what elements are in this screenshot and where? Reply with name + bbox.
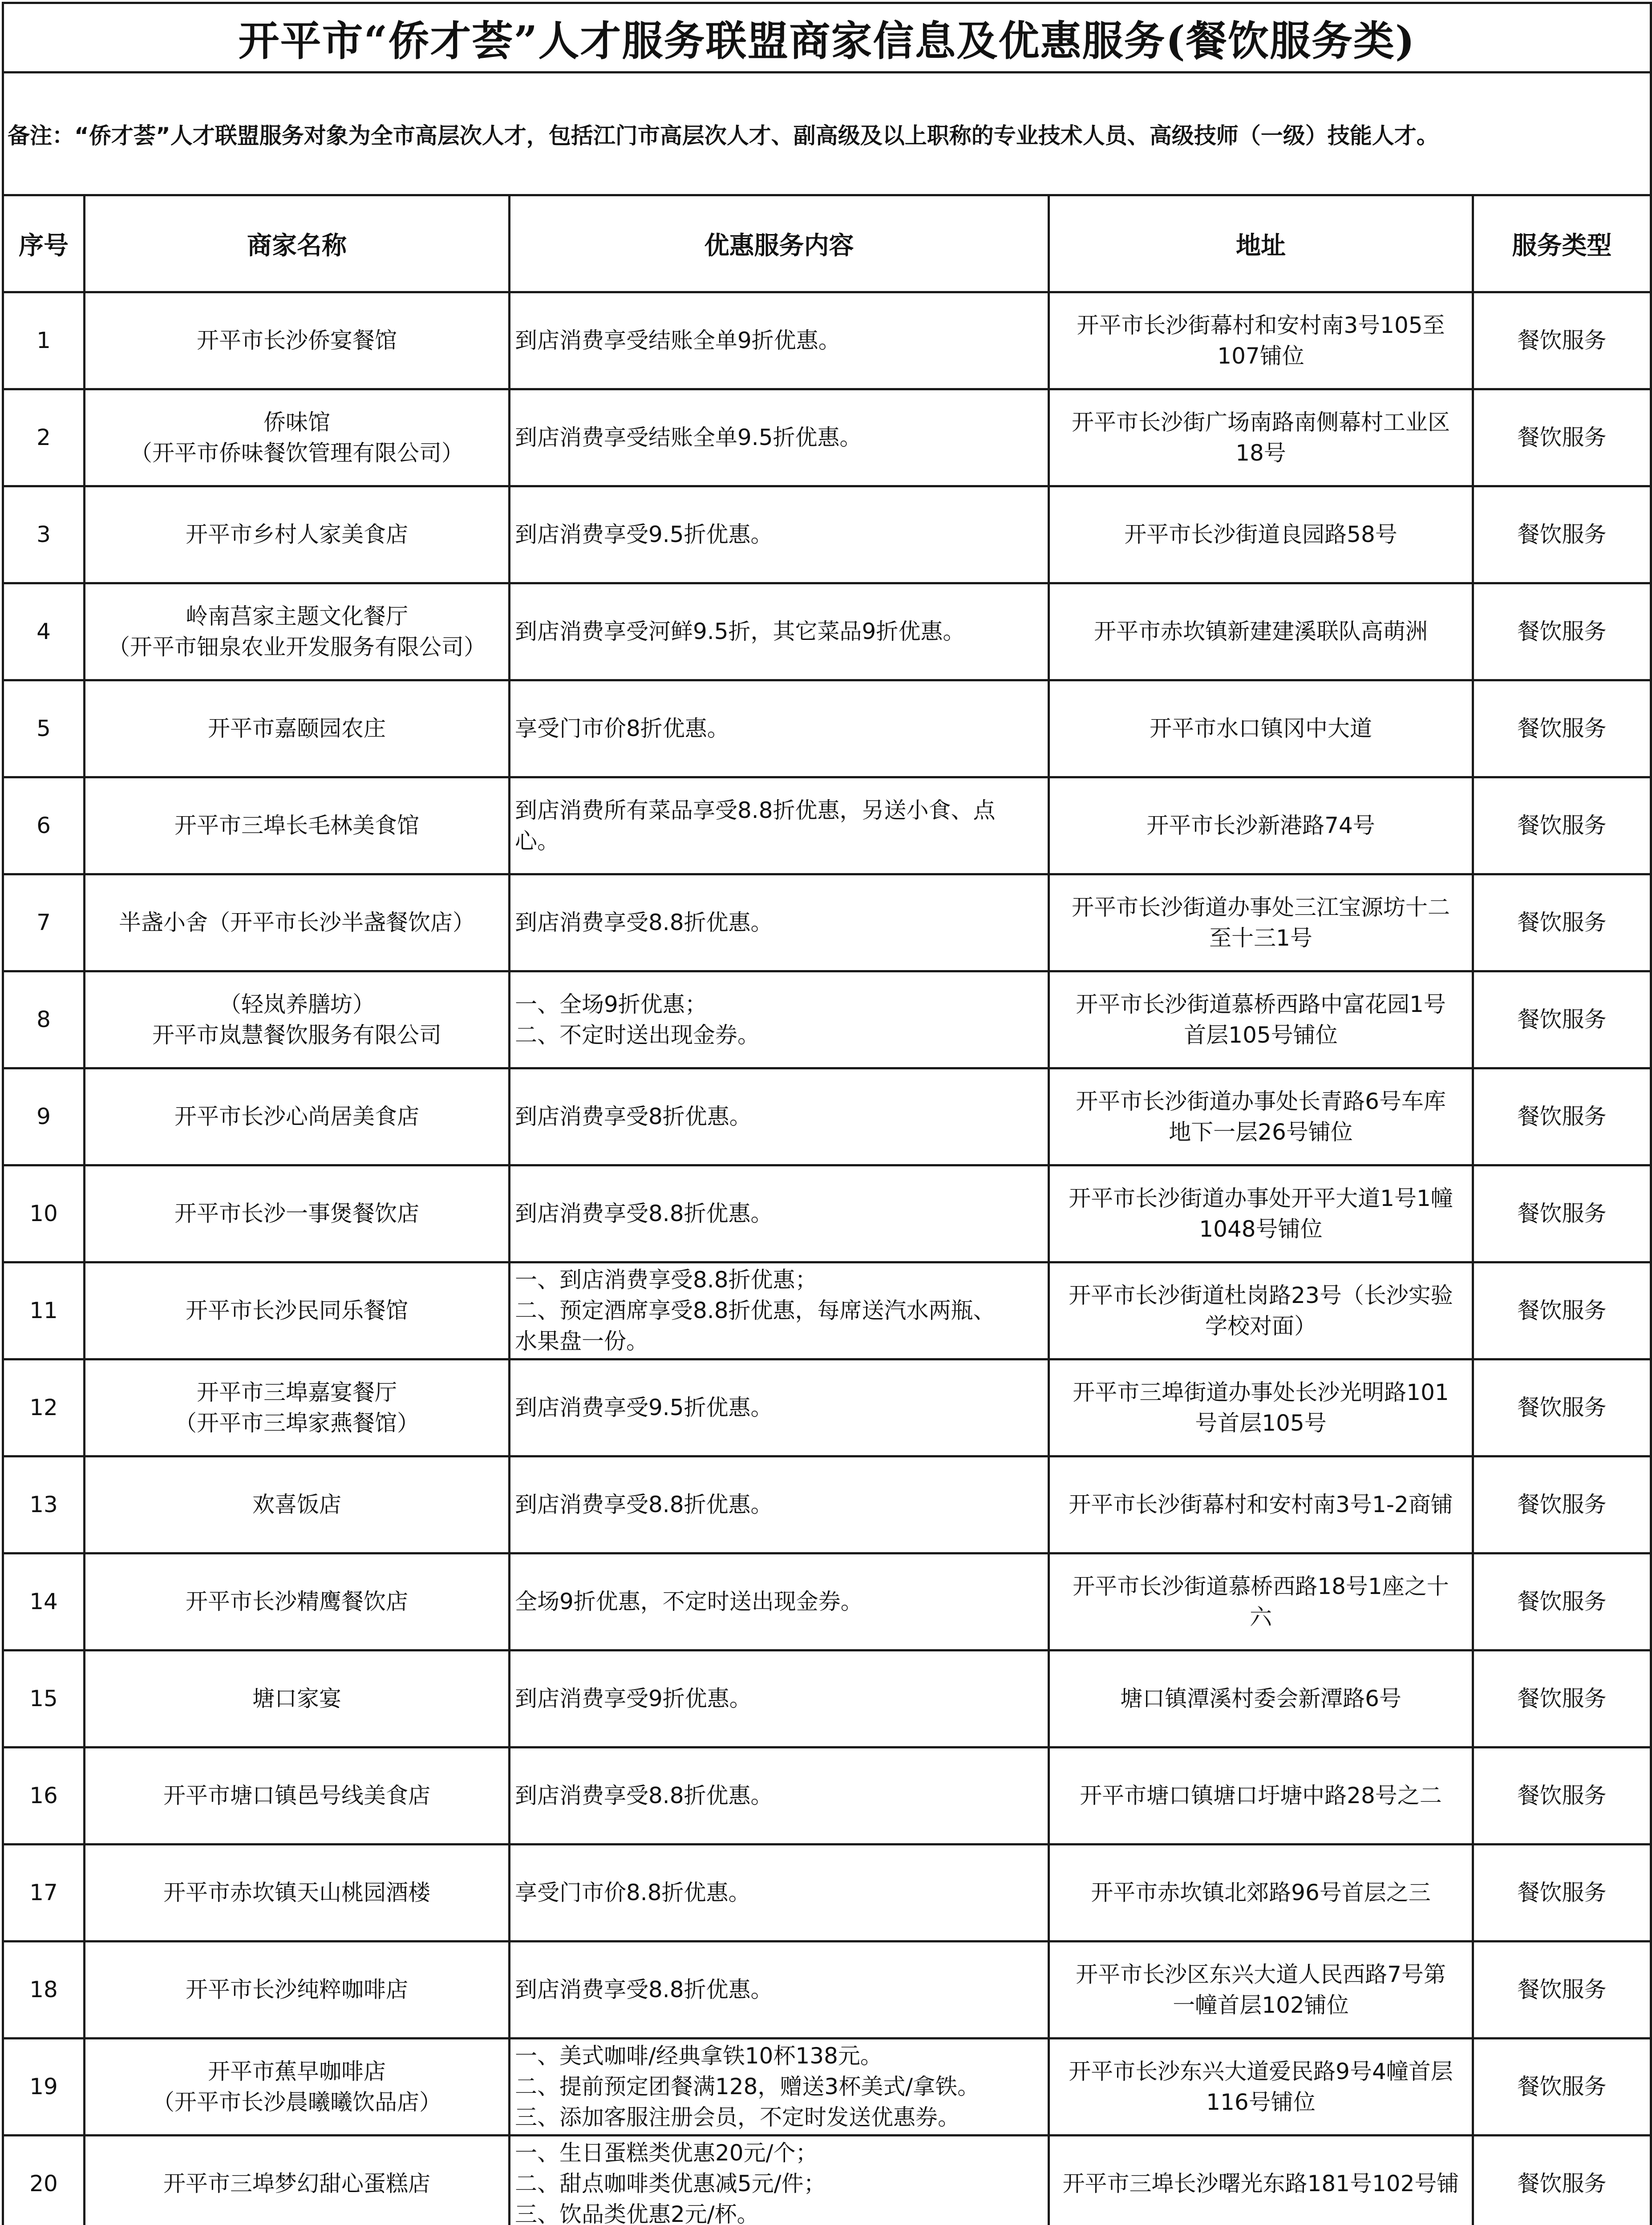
offer-content bbox=[510, 1262, 1049, 1359]
merchant-name bbox=[85, 1262, 510, 1359]
row-index: 10 bbox=[3, 1165, 85, 1262]
address-line: 开平市长沙东兴大道爱民路9号4幢首层 bbox=[1069, 2058, 1453, 2084]
merchant-name bbox=[85, 486, 510, 583]
address-line: 18号 bbox=[1235, 440, 1286, 466]
offer-content-line: 到店消费享受8.8折优惠。 bbox=[515, 1492, 773, 1517]
offer-content-line: 二、不定时送出现金券。 bbox=[515, 1022, 760, 1048]
offer-content bbox=[510, 583, 1049, 680]
row-index: 20 bbox=[3, 2136, 85, 2225]
address-line: 开平市赤坎镇北郊路96号首层之三 bbox=[1091, 1880, 1431, 1905]
merchant-address bbox=[1049, 1748, 1473, 1845]
row-index: 11 bbox=[3, 1262, 85, 1359]
address-line: 一幢首层102铺位 bbox=[1173, 1992, 1349, 2018]
table-row bbox=[3, 1748, 1651, 1845]
address-line: 开平市长沙街广场南路南侧幕村工业区 bbox=[1072, 409, 1450, 435]
offer-content-line: 水果盘一份。 bbox=[515, 1328, 648, 1354]
offer-content-line: 一、美式咖啡/经典拿铁10杯138元。 bbox=[515, 2043, 883, 2069]
offer-content bbox=[510, 971, 1049, 1068]
merchant-table bbox=[2, 2, 1652, 2225]
merchant-name-line: 岭南莒家主题文化餐厅 bbox=[186, 603, 408, 629]
service-type: 餐饮服务 bbox=[1473, 2039, 1651, 2136]
service-type: 餐饮服务 bbox=[1473, 1942, 1651, 2039]
merchant-address bbox=[1049, 1262, 1473, 1359]
row-index: 2 bbox=[3, 389, 85, 486]
merchant-name bbox=[85, 292, 510, 389]
row-index: 9 bbox=[3, 1068, 85, 1165]
merchant-name-line: 侨味馆 bbox=[263, 409, 330, 435]
offer-content-line: 到店消费享受8.8折优惠。 bbox=[515, 1783, 773, 1808]
offer-content-line: 到店消费享受8.8折优惠。 bbox=[515, 1977, 773, 2002]
table-row bbox=[3, 1845, 1651, 1942]
offer-content-line: 全场9折优惠，不定时送出现金券。 bbox=[515, 1589, 863, 1614]
row-index: 12 bbox=[3, 1359, 85, 1456]
row-index: 13 bbox=[3, 1456, 85, 1553]
service-type: 餐饮服务 bbox=[1473, 1748, 1651, 1845]
address-line: 开平市三埠街道办事处长沙光明路101 bbox=[1073, 1379, 1449, 1405]
merchant-name-line: （轻岚养膳坊） bbox=[219, 991, 375, 1017]
table-row bbox=[3, 292, 1651, 389]
service-type: 餐饮服务 bbox=[1473, 874, 1651, 971]
offer-content bbox=[510, 1165, 1049, 1262]
merchant-name bbox=[85, 1068, 510, 1165]
header-merchant-name: 商家名称 bbox=[85, 195, 510, 292]
merchant-address bbox=[1049, 971, 1473, 1068]
offer-content bbox=[510, 486, 1049, 583]
table-row bbox=[3, 1068, 1651, 1165]
merchant-name-line: 开平市塘口镇邑号线美食店 bbox=[163, 1783, 430, 1808]
merchant-address bbox=[1049, 2136, 1473, 2225]
merchant-address bbox=[1049, 874, 1473, 971]
merchant-name-line: 开平市长沙民同乐餐馆 bbox=[186, 1298, 408, 1323]
service-type: 餐饮服务 bbox=[1473, 777, 1651, 874]
header-index: 序号 bbox=[3, 195, 85, 292]
offer-content-line: 三、饮品类优惠2元/杯。 bbox=[515, 2201, 759, 2225]
service-type: 餐饮服务 bbox=[1473, 1165, 1651, 1262]
merchant-address bbox=[1049, 389, 1473, 486]
address-line: 开平市长沙街幕村和安村南3号105至 bbox=[1077, 312, 1445, 338]
table-row bbox=[3, 2039, 1651, 2136]
header-offer-content: 优惠服务内容 bbox=[510, 195, 1049, 292]
merchant-name-line: 开平市三埠长毛林美食馆 bbox=[174, 813, 419, 838]
offer-content bbox=[510, 777, 1049, 874]
merchant-name-line: 开平市长沙一事煲餐饮店 bbox=[174, 1201, 419, 1226]
merchant-name-line: 塘口家宴 bbox=[252, 1686, 341, 1711]
merchant-address bbox=[1049, 1359, 1473, 1456]
offer-content bbox=[510, 2136, 1049, 2225]
offer-content bbox=[510, 1553, 1049, 1651]
merchant-name bbox=[85, 583, 510, 680]
address-line: 开平市长沙街道杜岗路23号（长沙实验 bbox=[1069, 1282, 1453, 1308]
address-line: 开平市长沙区东兴大道人民西路7号第 bbox=[1076, 1961, 1446, 1987]
row-index: 1 bbox=[3, 292, 85, 389]
address-line: 开平市长沙街道办事处三江宝源坊十二 bbox=[1072, 894, 1450, 920]
merchant-name-line: 开平市三埠嘉宴餐厅 bbox=[197, 1379, 397, 1405]
page-title: 开平市“侨才荟”人才服务联盟商家信息及优惠服务(餐饮服务类) bbox=[3, 3, 1651, 73]
merchant-name-line: 开平市乡村人家美食店 bbox=[186, 522, 408, 547]
service-type: 餐饮服务 bbox=[1473, 583, 1651, 680]
title-row bbox=[3, 3, 1651, 73]
row-index: 17 bbox=[3, 1845, 85, 1942]
merchant-name-line: 开平市三埠梦幻甜心蛋糕店 bbox=[163, 2171, 430, 2197]
table-row bbox=[3, 1165, 1651, 1262]
merchant-name bbox=[85, 2039, 510, 2136]
offer-content-line: 一、全场9折优惠； bbox=[515, 991, 707, 1017]
merchant-name bbox=[85, 1456, 510, 1553]
table-row bbox=[3, 777, 1651, 874]
row-index: 4 bbox=[3, 583, 85, 680]
header-service-type: 服务类型 bbox=[1473, 195, 1651, 292]
row-index: 3 bbox=[3, 486, 85, 583]
offer-content-line: 二、提前预定团餐满128，赠送3杯美式/拿铁。 bbox=[515, 2074, 980, 2100]
merchant-name bbox=[85, 1165, 510, 1262]
service-type: 餐饮服务 bbox=[1473, 680, 1651, 777]
service-type: 餐饮服务 bbox=[1473, 1845, 1651, 1942]
merchant-name-line: 开平市赤坎镇天山桃园酒楼 bbox=[163, 1880, 430, 1905]
table-row bbox=[3, 1651, 1651, 1748]
offer-content bbox=[510, 680, 1049, 777]
note-row bbox=[3, 73, 1651, 195]
offer-content-line: 心。 bbox=[515, 828, 559, 854]
table-row bbox=[3, 583, 1651, 680]
offer-content-line: 到店消费享受9.5折优惠。 bbox=[515, 1395, 773, 1420]
table-row bbox=[3, 1456, 1651, 1553]
merchant-name-line: 开平市岚慧餐饮服务有限公司 bbox=[152, 1022, 441, 1048]
row-index: 16 bbox=[3, 1748, 85, 1845]
address-line: 107铺位 bbox=[1217, 343, 1304, 369]
address-line: 地下一层26号铺位 bbox=[1169, 1119, 1353, 1145]
address-line: 开平市长沙街道慕桥西路18号1座之十 bbox=[1073, 1573, 1449, 1599]
merchant-name-line: （开平市侨味餐饮管理有限公司） bbox=[130, 440, 464, 466]
merchant-name bbox=[85, 1359, 510, 1456]
merchant-name-line: 开平市长沙纯粹咖啡店 bbox=[186, 1977, 408, 2002]
merchant-address bbox=[1049, 1845, 1473, 1942]
address-line: 开平市赤坎镇新建建溪联队高萌洲 bbox=[1094, 619, 1428, 644]
header-address: 地址 bbox=[1049, 195, 1473, 292]
merchant-address bbox=[1049, 1553, 1473, 1651]
address-line: 塘口镇潭溪村委会新潭路6号 bbox=[1120, 1686, 1401, 1711]
merchant-address bbox=[1049, 680, 1473, 777]
row-index: 19 bbox=[3, 2039, 85, 2136]
offer-content-line: 到店消费享受8折优惠。 bbox=[515, 1104, 752, 1129]
offer-content bbox=[510, 1359, 1049, 1456]
offer-content bbox=[510, 874, 1049, 971]
table-row bbox=[3, 1553, 1651, 1651]
service-type: 餐饮服务 bbox=[1473, 1456, 1651, 1553]
merchant-name-line: （开平市钿泉农业开发服务有限公司） bbox=[108, 634, 486, 660]
merchant-name bbox=[85, 971, 510, 1068]
merchant-name-line: 开平市蕉早咖啡店 bbox=[208, 2058, 386, 2084]
merchant-name-line: （开平市长沙晨曦曦饮品店） bbox=[152, 2089, 441, 2115]
address-line: 至十三1号 bbox=[1209, 925, 1312, 951]
merchant-name-line: 开平市长沙精鹰餐饮店 bbox=[186, 1589, 408, 1614]
service-type: 餐饮服务 bbox=[1473, 971, 1651, 1068]
merchant-name-line: 开平市嘉颐园农庄 bbox=[208, 716, 386, 741]
table-row bbox=[3, 680, 1651, 777]
table-row bbox=[3, 389, 1651, 486]
merchant-name-line: 半盏小舍（开平市长沙半盏餐饮店） bbox=[119, 910, 475, 935]
offer-content-line: 二、预定酒席享受8.8折优惠，每席送汽水两瓶、 bbox=[515, 1298, 996, 1323]
offer-content bbox=[510, 1942, 1049, 2039]
merchant-name-line: 欢喜饭店 bbox=[252, 1492, 341, 1517]
address-line: 开平市长沙街道办事处开平大道1号1幢 bbox=[1069, 1185, 1453, 1211]
address-line: 1048号铺位 bbox=[1199, 1216, 1323, 1242]
service-type: 餐饮服务 bbox=[1473, 1553, 1651, 1651]
offer-content bbox=[510, 1068, 1049, 1165]
offer-content bbox=[510, 292, 1049, 389]
address-line: 首层105号铺位 bbox=[1184, 1022, 1338, 1048]
offer-content-line: 二、甜点咖啡类优惠减5元/件； bbox=[515, 2171, 826, 2197]
merchant-address bbox=[1049, 1068, 1473, 1165]
offer-content-line: 享受门市价8.8折优惠。 bbox=[515, 1880, 751, 1905]
merchant-address bbox=[1049, 1456, 1473, 1553]
service-type: 餐饮服务 bbox=[1473, 1359, 1651, 1456]
address-line: 号首层105号 bbox=[1195, 1410, 1327, 1436]
address-line: 开平市塘口镇塘口圩塘中路28号之二 bbox=[1080, 1783, 1442, 1808]
offer-content-line: 到店消费享受9.5折优惠。 bbox=[515, 522, 773, 547]
row-index: 7 bbox=[3, 874, 85, 971]
table-row bbox=[3, 1359, 1651, 1456]
offer-content-line: 一、到店消费享受8.8折优惠； bbox=[515, 1267, 818, 1293]
service-type: 餐饮服务 bbox=[1473, 389, 1651, 486]
merchant-address bbox=[1049, 583, 1473, 680]
merchant-name-line: 开平市长沙心尚居美食店 bbox=[174, 1104, 419, 1129]
address-line: 开平市三埠长沙曙光东路181号102号铺 bbox=[1062, 2171, 1459, 2197]
merchant-address bbox=[1049, 486, 1473, 583]
service-type: 餐饮服务 bbox=[1473, 486, 1651, 583]
merchant-address bbox=[1049, 777, 1473, 874]
header-row bbox=[3, 195, 1651, 292]
address-line: 六 bbox=[1250, 1604, 1272, 1630]
table-row bbox=[3, 874, 1651, 971]
table-row bbox=[3, 1942, 1651, 2039]
address-line: 开平市长沙街道良园路58号 bbox=[1124, 522, 1397, 547]
table-row bbox=[3, 971, 1651, 1068]
service-type: 餐饮服务 bbox=[1473, 1651, 1651, 1748]
merchant-address bbox=[1049, 1651, 1473, 1748]
row-index: 14 bbox=[3, 1553, 85, 1651]
address-line: 开平市水口镇冈中大道 bbox=[1150, 716, 1372, 741]
offer-content-line: 到店消费享受8.8折优惠。 bbox=[515, 910, 773, 935]
merchant-name bbox=[85, 1553, 510, 1651]
offer-content-line: 到店消费所有菜品享受8.8折优惠，另送小食、点 bbox=[515, 797, 996, 823]
merchant-name bbox=[85, 777, 510, 874]
merchant-name bbox=[85, 1942, 510, 2039]
offer-content bbox=[510, 1651, 1049, 1748]
address-line: 学校对面） bbox=[1205, 1313, 1316, 1339]
address-line: 116号铺位 bbox=[1206, 2089, 1316, 2115]
address-line: 开平市长沙街道办事处长青路6号车库 bbox=[1076, 1088, 1446, 1114]
merchant-address bbox=[1049, 1165, 1473, 1262]
service-type: 餐饮服务 bbox=[1473, 1068, 1651, 1165]
note-text: 备注：“侨才荟”人才联盟服务对象为全市高层次人才，包括江门市高层次人才、副高级及以上职称的专业技术人员、高级技师（一级）技能人才。 bbox=[3, 73, 1651, 195]
offer-content bbox=[510, 1845, 1049, 1942]
offer-content-line: 到店消费享受河鲜9.5折，其它菜品9折优惠。 bbox=[515, 619, 965, 644]
offer-content-line: 到店消费享受结账全单9.5折优惠。 bbox=[515, 425, 862, 450]
merchant-name bbox=[85, 1845, 510, 1942]
merchant-name-line: 开平市长沙侨宴餐馆 bbox=[197, 328, 397, 353]
offer-content-line: 到店消费享受结账全单9折优惠。 bbox=[515, 328, 841, 353]
offer-content bbox=[510, 1748, 1049, 1845]
table-row bbox=[3, 2136, 1651, 2225]
merchant-name bbox=[85, 389, 510, 486]
address-line: 开平市长沙街幕村和安村南3号1-2商铺 bbox=[1069, 1492, 1453, 1517]
merchant-name bbox=[85, 1651, 510, 1748]
offer-content-line: 享受门市价8折优惠。 bbox=[515, 716, 729, 741]
merchant-name bbox=[85, 2136, 510, 2225]
row-index: 15 bbox=[3, 1651, 85, 1748]
row-index: 5 bbox=[3, 680, 85, 777]
offer-content bbox=[510, 1456, 1049, 1553]
service-type: 餐饮服务 bbox=[1473, 1262, 1651, 1359]
offer-content-line: 到店消费享受9折优惠。 bbox=[515, 1686, 752, 1711]
row-index: 6 bbox=[3, 777, 85, 874]
merchant-name bbox=[85, 680, 510, 777]
merchant-name bbox=[85, 1748, 510, 1845]
merchant-name bbox=[85, 874, 510, 971]
row-index: 18 bbox=[3, 1942, 85, 2039]
offer-content bbox=[510, 389, 1049, 486]
offer-content bbox=[510, 2039, 1049, 2136]
table-row bbox=[3, 486, 1651, 583]
offer-content-line: 到店消费享受8.8折优惠。 bbox=[515, 1201, 773, 1226]
merchant-address bbox=[1049, 2039, 1473, 2136]
service-type: 餐饮服务 bbox=[1473, 292, 1651, 389]
merchant-address bbox=[1049, 1942, 1473, 2039]
merchant-address bbox=[1049, 292, 1473, 389]
offer-content-line: 三、添加客服注册会员，不定时发送优惠券。 bbox=[515, 2104, 960, 2130]
address-line: 开平市长沙街道慕桥西路中富花园1号 bbox=[1076, 991, 1446, 1017]
row-index: 8 bbox=[3, 971, 85, 1068]
address-line: 开平市长沙新港路74号 bbox=[1146, 813, 1375, 838]
offer-content-line: 一、生日蛋糕类优惠20元/个； bbox=[515, 2140, 818, 2166]
merchant-name-line: （开平市三埠家燕餐馆） bbox=[174, 1410, 419, 1436]
service-type: 餐饮服务 bbox=[1473, 2136, 1651, 2225]
table-row bbox=[3, 1262, 1651, 1359]
